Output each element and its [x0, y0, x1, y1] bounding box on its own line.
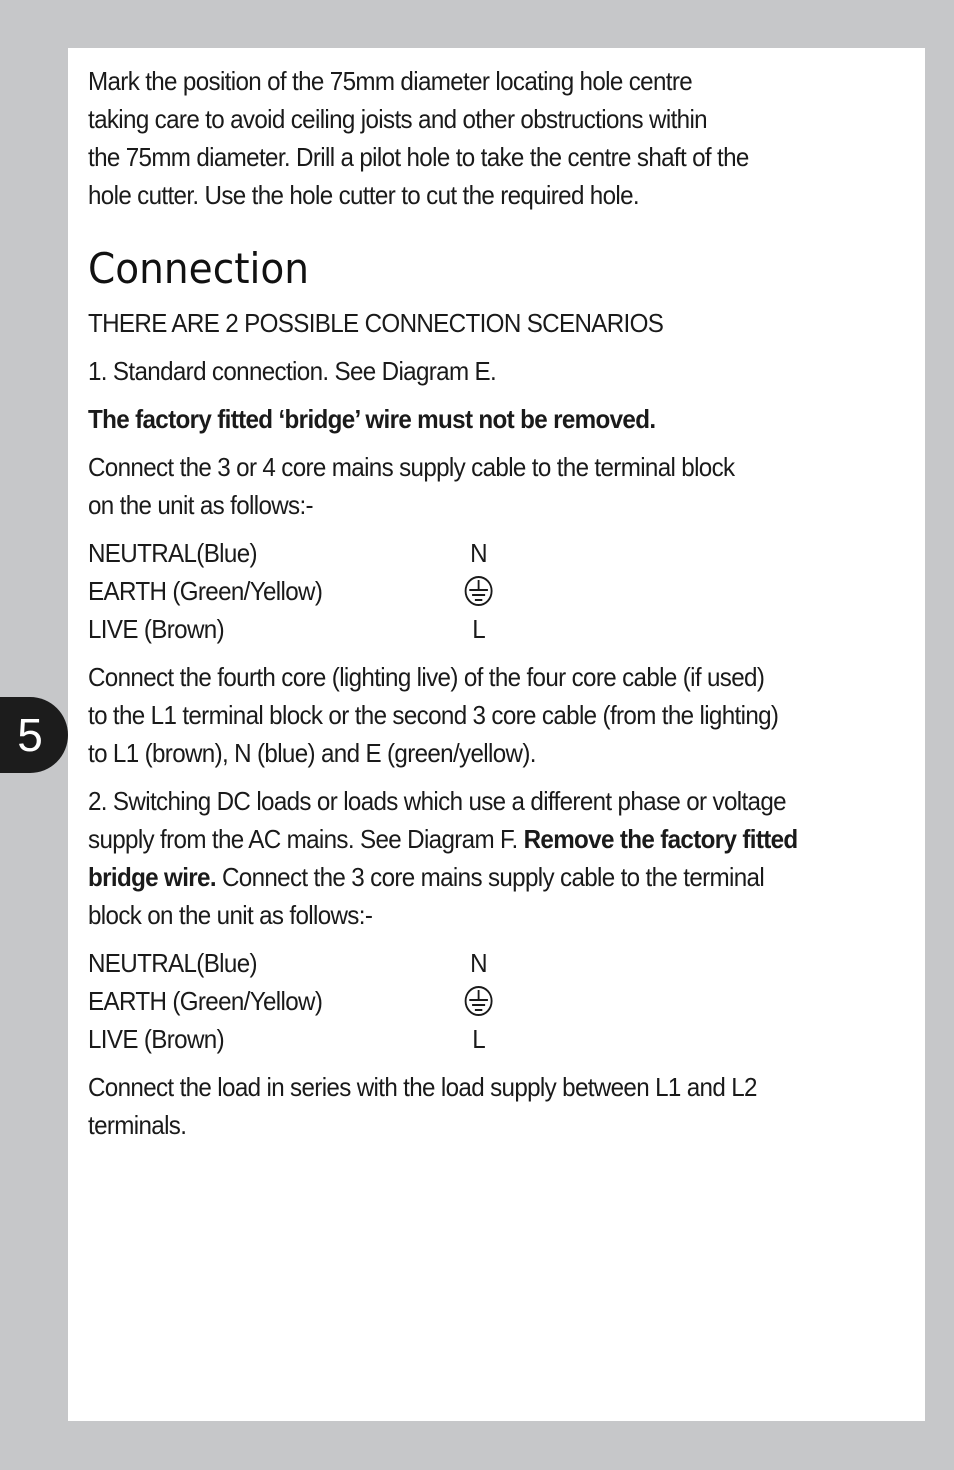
note-line: to L1 (brown), N (blue) and E (green/yellow).	[88, 738, 536, 768]
scenario2-bold: bridge wire.	[88, 862, 216, 892]
intro-line: hole cutter. Use the hole cutter to cut the required hole.	[88, 180, 639, 210]
note-line: Connect the load in series with the load supply between L1 and L2	[88, 1072, 757, 1102]
scenario1-instruction	[88, 448, 903, 524]
intro-line: Mark the position of the 75mm diameter locating hole centre	[88, 66, 693, 96]
terminal-row-live	[88, 1020, 903, 1058]
scenario1-warning: The factory fitted ‘bridge’ wire must not be removed.	[88, 404, 656, 434]
earth-icon	[460, 985, 497, 1017]
note-line: Connect the fourth core (lighting live) of the four core cable (if used)	[88, 662, 765, 692]
note-line: terminals.	[88, 1110, 187, 1140]
scenario1-title: 1. Standard connection. See Diagram E.	[88, 356, 497, 386]
instruction-line: on the unit as follows:-	[88, 490, 313, 520]
terminal-label: NEUTRAL(Blue)	[88, 538, 257, 568]
intro-line: the 75mm diameter. Drill a pilot hole to take the centre shaft of the	[88, 142, 749, 172]
terminal-label: EARTH (Green/Yellow)	[88, 986, 323, 1016]
scenario1-note	[88, 658, 903, 772]
scenario2-note	[88, 1068, 903, 1144]
scenario2-paragraph	[88, 782, 903, 934]
scenario1-terminal-table	[88, 534, 903, 648]
section-heading: Connection	[88, 244, 310, 293]
scenario2-line: Connect the 3 core mains supply cable to the terminal	[215, 862, 765, 892]
terminal-symbol: L	[472, 1024, 485, 1054]
terminal-label: LIVE (Brown)	[88, 614, 224, 644]
note-line: to the L1 terminal block or the second 3 core cable (from the lighting)	[88, 700, 779, 730]
terminal-symbol: N	[470, 948, 487, 978]
earth-icon	[460, 575, 497, 607]
scenario2-line: block on the unit as follows:-	[88, 900, 373, 930]
intro-line: taking care to avoid ceiling joists and other obstructions within	[88, 104, 707, 134]
terminal-row-earth	[88, 572, 903, 610]
scenarios-intro: THERE ARE 2 POSSIBLE CONNECTION SCENARIOS	[88, 308, 664, 338]
terminal-symbol: L	[472, 614, 485, 644]
page-number-tab: 5	[0, 697, 68, 773]
terminal-symbol: N	[470, 538, 487, 568]
intro-paragraph	[88, 62, 903, 214]
scenario2-bold: Remove the factory fitted	[523, 824, 798, 854]
terminal-row-earth	[88, 982, 903, 1020]
terminal-row-live	[88, 610, 903, 648]
scenario2-line: supply from the AC mains. See Diagram F.	[88, 824, 524, 854]
terminal-label: NEUTRAL(Blue)	[88, 948, 257, 978]
terminal-row-neutral	[88, 944, 903, 982]
page-content	[88, 62, 903, 1154]
instruction-line: Connect the 3 or 4 core mains supply cable to the terminal block	[88, 452, 735, 482]
document-page	[68, 48, 925, 1421]
scenario2-line: 2. Switching DC loads or loads which use a different phase or voltage	[88, 786, 786, 816]
terminal-label: EARTH (Green/Yellow)	[88, 576, 323, 606]
terminal-row-neutral	[88, 534, 903, 572]
terminal-label: LIVE (Brown)	[88, 1024, 224, 1054]
scenario2-terminal-table	[88, 944, 903, 1058]
